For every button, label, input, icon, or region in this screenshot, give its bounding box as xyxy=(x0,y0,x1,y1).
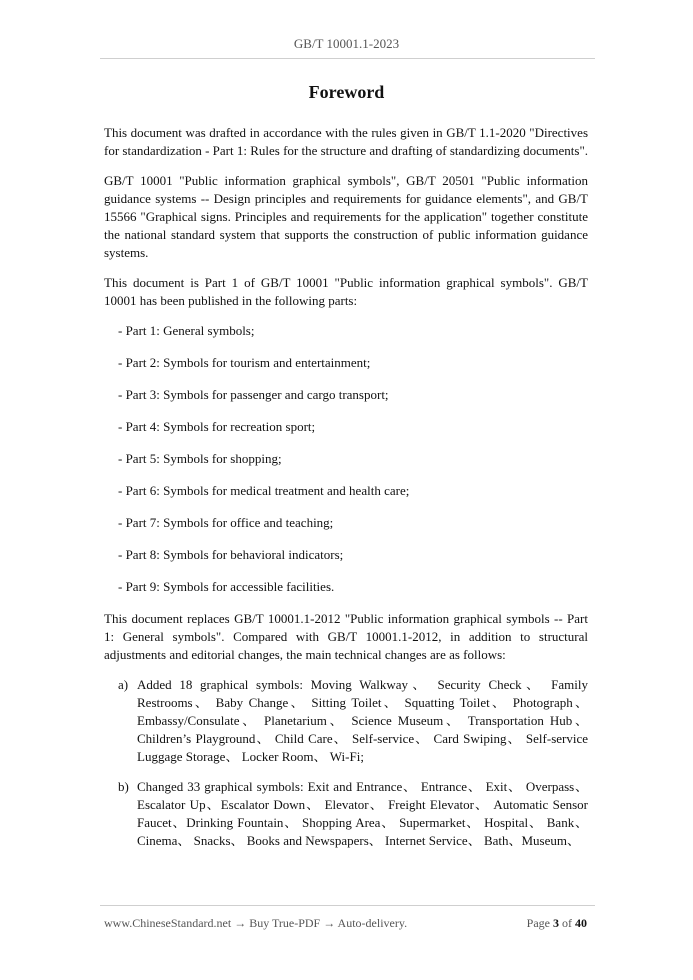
page-of: of xyxy=(562,916,572,930)
list-item: - Part 1: General symbols; xyxy=(118,323,255,338)
paragraph-replaces: This document replaces GB/T 10001.1-2012 "Public information graphical symbols -- Part 1: General symbols". Compared with GB/T 10001.1-2012, in addition to structural adjustments and editorial changes, the main technical changes are as follows: xyxy=(104,611,588,662)
list-item: - Part 4: Symbols for recreation sport; xyxy=(118,419,316,434)
total-pages: 40 xyxy=(575,916,587,930)
changes-list xyxy=(104,676,588,850)
list-item xyxy=(104,676,588,766)
list-item: - Part 3: Symbols for passenger and cargo transport; xyxy=(118,387,389,402)
paragraph-standard-system: GB/T 10001 "Public information graphical symbols", GB/T 20501 "Public information guidance systems -- Design principles and requirements for guidance elements", and GB/T 15566 "Graphical signs. Principles and requirements for the application" together constitute the national standard system that supports the construction of public information guidance systems. xyxy=(104,173,588,260)
change-text-added: Added 18 graphical symbols: Moving Walkway、 Security Check、 Family Restrooms、 Baby Change、 Sitting Toilet、 Squatting Toilet、 Photograph、 Embassy/Consulate、 Planetarium、 Science Museum、 Transportation Hub、 Children’s Playground、 Child Care、 Self-service、 Card Swiping、 Self-service Luggage Storage、 Locker Room、 Wi-Fi; xyxy=(137,677,588,764)
header-standard-code: GB/T 10001.1-2023 xyxy=(293,36,400,51)
section-title: Foreword xyxy=(308,82,385,102)
list-item: - Part 6: Symbols for medical treatment and health care; xyxy=(118,483,410,498)
list-item: - Part 5: Symbols for shopping; xyxy=(118,451,282,466)
document-body xyxy=(104,124,588,862)
footer-page-number xyxy=(527,916,587,931)
list-marker: a) xyxy=(118,677,129,692)
list-item: - Part 7: Symbols for office and teaching; xyxy=(118,515,334,530)
header-divider xyxy=(100,58,595,59)
footer-site-link[interactable]: www.ChineseStandard.net → Buy True-PDF → Auto-delivery. xyxy=(104,916,408,930)
list-item xyxy=(104,778,588,850)
paragraph-parts-intro: This document is Part 1 of GB/T 10001 "Public information graphical symbols". GB/T 10001 has been published in the following parts: xyxy=(104,275,588,308)
page-prefix: Page xyxy=(526,916,550,930)
paragraph-drafting-rules: This document was drafted in accordance with the rules given in GB/T 1.1-2020 "Directives for standardization - Part 1: Rules for the structure and drafting of standardizing documents". xyxy=(104,125,589,158)
footer-divider xyxy=(100,905,595,906)
list-marker: b) xyxy=(118,779,129,794)
change-text-changed: Changed 33 graphical symbols: Exit and Entrance、 Entrance、 Exit、 Overpass、 Escalator Up、Escalator Down、 Elevator、 Freight Elevator、 Automatic Sensor Faucet、Drinking Fountain、 Shopping Area、 Supermarket、 Hospital、 Bank、 Cinema、 Snacks、 Books and Newspapers、 Internet Service、 Bath、Museum、 xyxy=(137,779,588,848)
list-item: - Part 9: Symbols for accessible facilities. xyxy=(118,579,335,594)
parts-list xyxy=(104,322,588,596)
list-item: - Part 8: Symbols for behavioral indicators; xyxy=(118,547,344,562)
list-item: - Part 2: Symbols for tourism and entertainment; xyxy=(118,355,371,370)
current-page: 3 xyxy=(553,916,559,930)
